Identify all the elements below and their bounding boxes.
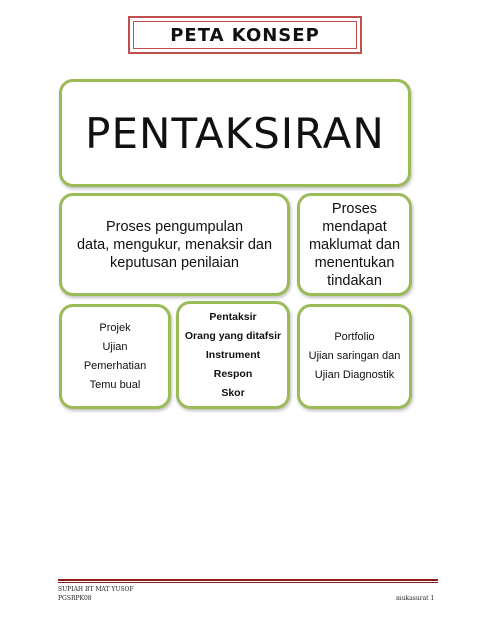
method-item: Ujian	[102, 340, 128, 353]
footer-divider-thin	[58, 582, 438, 583]
tool-item: Portfolio	[334, 331, 375, 343]
process-line: menentukan	[314, 254, 395, 271]
definition-line: data, mengukur, menaksir dan	[76, 236, 273, 253]
components-box	[176, 301, 290, 409]
method-item: Pemerhatian	[83, 359, 147, 372]
method-item: Projek	[99, 321, 131, 334]
definition-line: keputusan penilaian	[110, 254, 239, 271]
definition-line: Proses pengumpulan	[105, 218, 244, 235]
process-box	[297, 193, 412, 296]
tools-box	[297, 304, 412, 409]
main-concept-title: PENTAKSIRAN	[85, 108, 385, 158]
process-line: tindakan	[327, 272, 382, 289]
component-item: Respon	[213, 367, 253, 380]
component-item: Pentaksir	[209, 310, 257, 323]
definition-box	[59, 193, 290, 296]
process-line: Proses	[331, 200, 378, 217]
component-item: Orang yang ditafsir	[184, 329, 282, 342]
component-item: Instrument	[205, 348, 261, 361]
footer-page-number: mukasurat 1	[396, 595, 435, 602]
footer-author: SUPIAH BT MAT YUSOF	[58, 586, 134, 593]
footer-divider	[58, 579, 438, 581]
tool-item: Ujian saringan dan	[308, 350, 401, 362]
process-line: maklumat dan	[308, 236, 401, 253]
component-item: Skor	[221, 386, 245, 399]
tool-item: Ujian Diagnostik	[314, 369, 395, 381]
title-frame	[128, 16, 362, 54]
method-item: Temu bual	[89, 378, 141, 391]
page-title: PETA KONSEP	[133, 21, 357, 49]
methods-box	[59, 304, 171, 409]
footer-code: PGSRPK08	[58, 595, 92, 602]
main-concept-box	[59, 79, 411, 187]
process-line: mendapat	[322, 218, 387, 235]
